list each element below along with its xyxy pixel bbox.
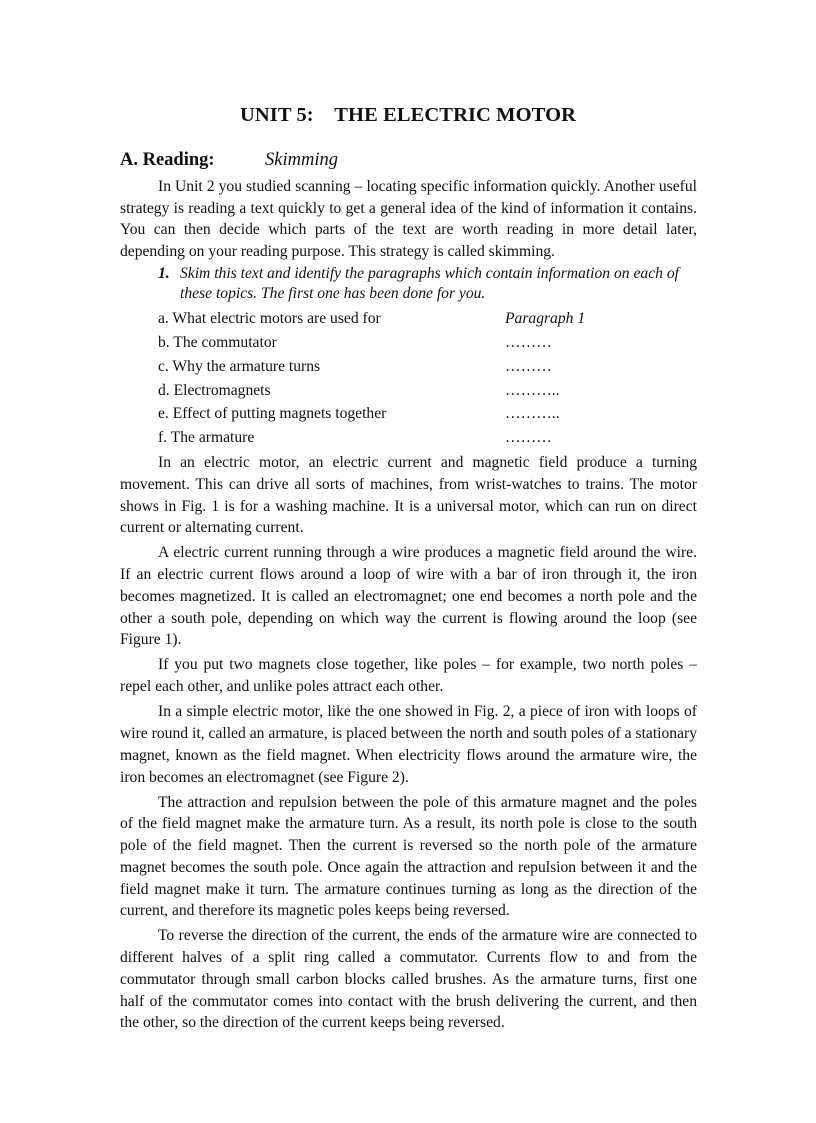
topic-row — [120, 355, 697, 379]
topic-answer-blank: ……….. — [505, 381, 560, 399]
topic-answer-blank: ……… — [505, 429, 552, 447]
unit-title: UNIT 5: THE ELECTRIC MOTOR — [239, 104, 577, 126]
task-instruction — [120, 264, 697, 305]
intro-paragraph: In Unit 2 you studied scanning – locating specific information quickly. Another useful strategy is reading a text quickly to get a general idea of the kind of information it contains. You can then decide which parts of the text are worth reading in more detail later, depending on your reading purpose. This strategy is called skimming. — [120, 178, 697, 261]
text-paragraph-6: To reverse the direction of the current, the ends of the armature wire are connected to different halves of a split ring called a commutator. Currents flow to and from the commutator through small carbon blocks called brushes. As the armature turns, first one half of the commutator comes into contact with the brush delivering the current, and then the other, so the direction of the current keeps being reversed. — [120, 927, 697, 1032]
section-heading — [120, 150, 338, 171]
section-subtitle: Skimming — [265, 150, 338, 170]
document-body — [120, 176, 697, 1034]
topic-row — [120, 331, 697, 355]
topic-answer-blank: ……… — [505, 357, 552, 375]
task-text: Skim this text and identify the paragraphs which contain information on each of these topics. The first one has been done for you. — [180, 264, 679, 303]
topic-list — [120, 307, 697, 450]
topic-label: f. The armature — [158, 429, 255, 447]
topic-label: b. The commutator — [158, 333, 277, 351]
section-label: A. Reading: — [120, 150, 215, 170]
topic-answer-blank: ……….. — [505, 405, 560, 423]
text-paragraph-1: In an electric motor, an electric current and magnetic field produce a turning movement. This can drive all sorts of machines, from wrist-watches to trains. The motor shows in Fig. 1 is for a washing machine. It is a universal motor, which can run on direct current or alternating current. — [120, 454, 697, 537]
topic-row — [120, 402, 697, 426]
topic-row — [120, 307, 697, 331]
text-paragraph-3: If you put two magnets close together, like poles – for example, two north poles – repel each other, and unlike poles attract each other. — [120, 656, 697, 696]
topic-label: d. Electromagnets — [158, 381, 271, 399]
topic-label: a. What electric motors are used for — [158, 309, 381, 327]
text-paragraph-4: In a simple electric motor, like the one showed in Fig. 2, a piece of iron with loops of wire round it, called an armature, is placed between the north and south poles of a stationary magnet, known as the field magnet. When electricity flows around the armature wire, the iron becomes an electromagnet (see Figure 2). — [120, 703, 697, 786]
topic-answer: Paragraph 1 — [505, 309, 586, 327]
text-paragraph-5: The attraction and repulsion between the pole of this armature magnet and the poles of the field magnet make the armature turn. As a result, its north pole is close to the south pole of the field magnet. Then the current is reversed so the north pole of the armature magnet becomes the south pole. Once again the attraction and repulsion between it and the field magnet make it turn. The armature continues turning as long as the direction of the current, and therefore its magnetic poles keeps being reversed. — [120, 793, 697, 920]
text-paragraph-2: A electric current running through a wire produces a magnetic field around the wire. If an electric current flows around a loop of wire with a bar of iron through it, the iron becomes magnetized. It is called an electromagnet; one end becomes a north pole and the other a south pole, depending on which way the current is flowing around the loop (see Figure 1). — [120, 544, 697, 649]
topic-label: c. Why the armature turns — [158, 357, 321, 375]
topic-answer-blank: ……… — [505, 333, 552, 351]
topic-row — [120, 426, 697, 450]
topic-row — [120, 378, 697, 402]
topic-label: e. Effect of putting magnets together — [158, 405, 387, 423]
task-number: 1. — [158, 264, 170, 282]
